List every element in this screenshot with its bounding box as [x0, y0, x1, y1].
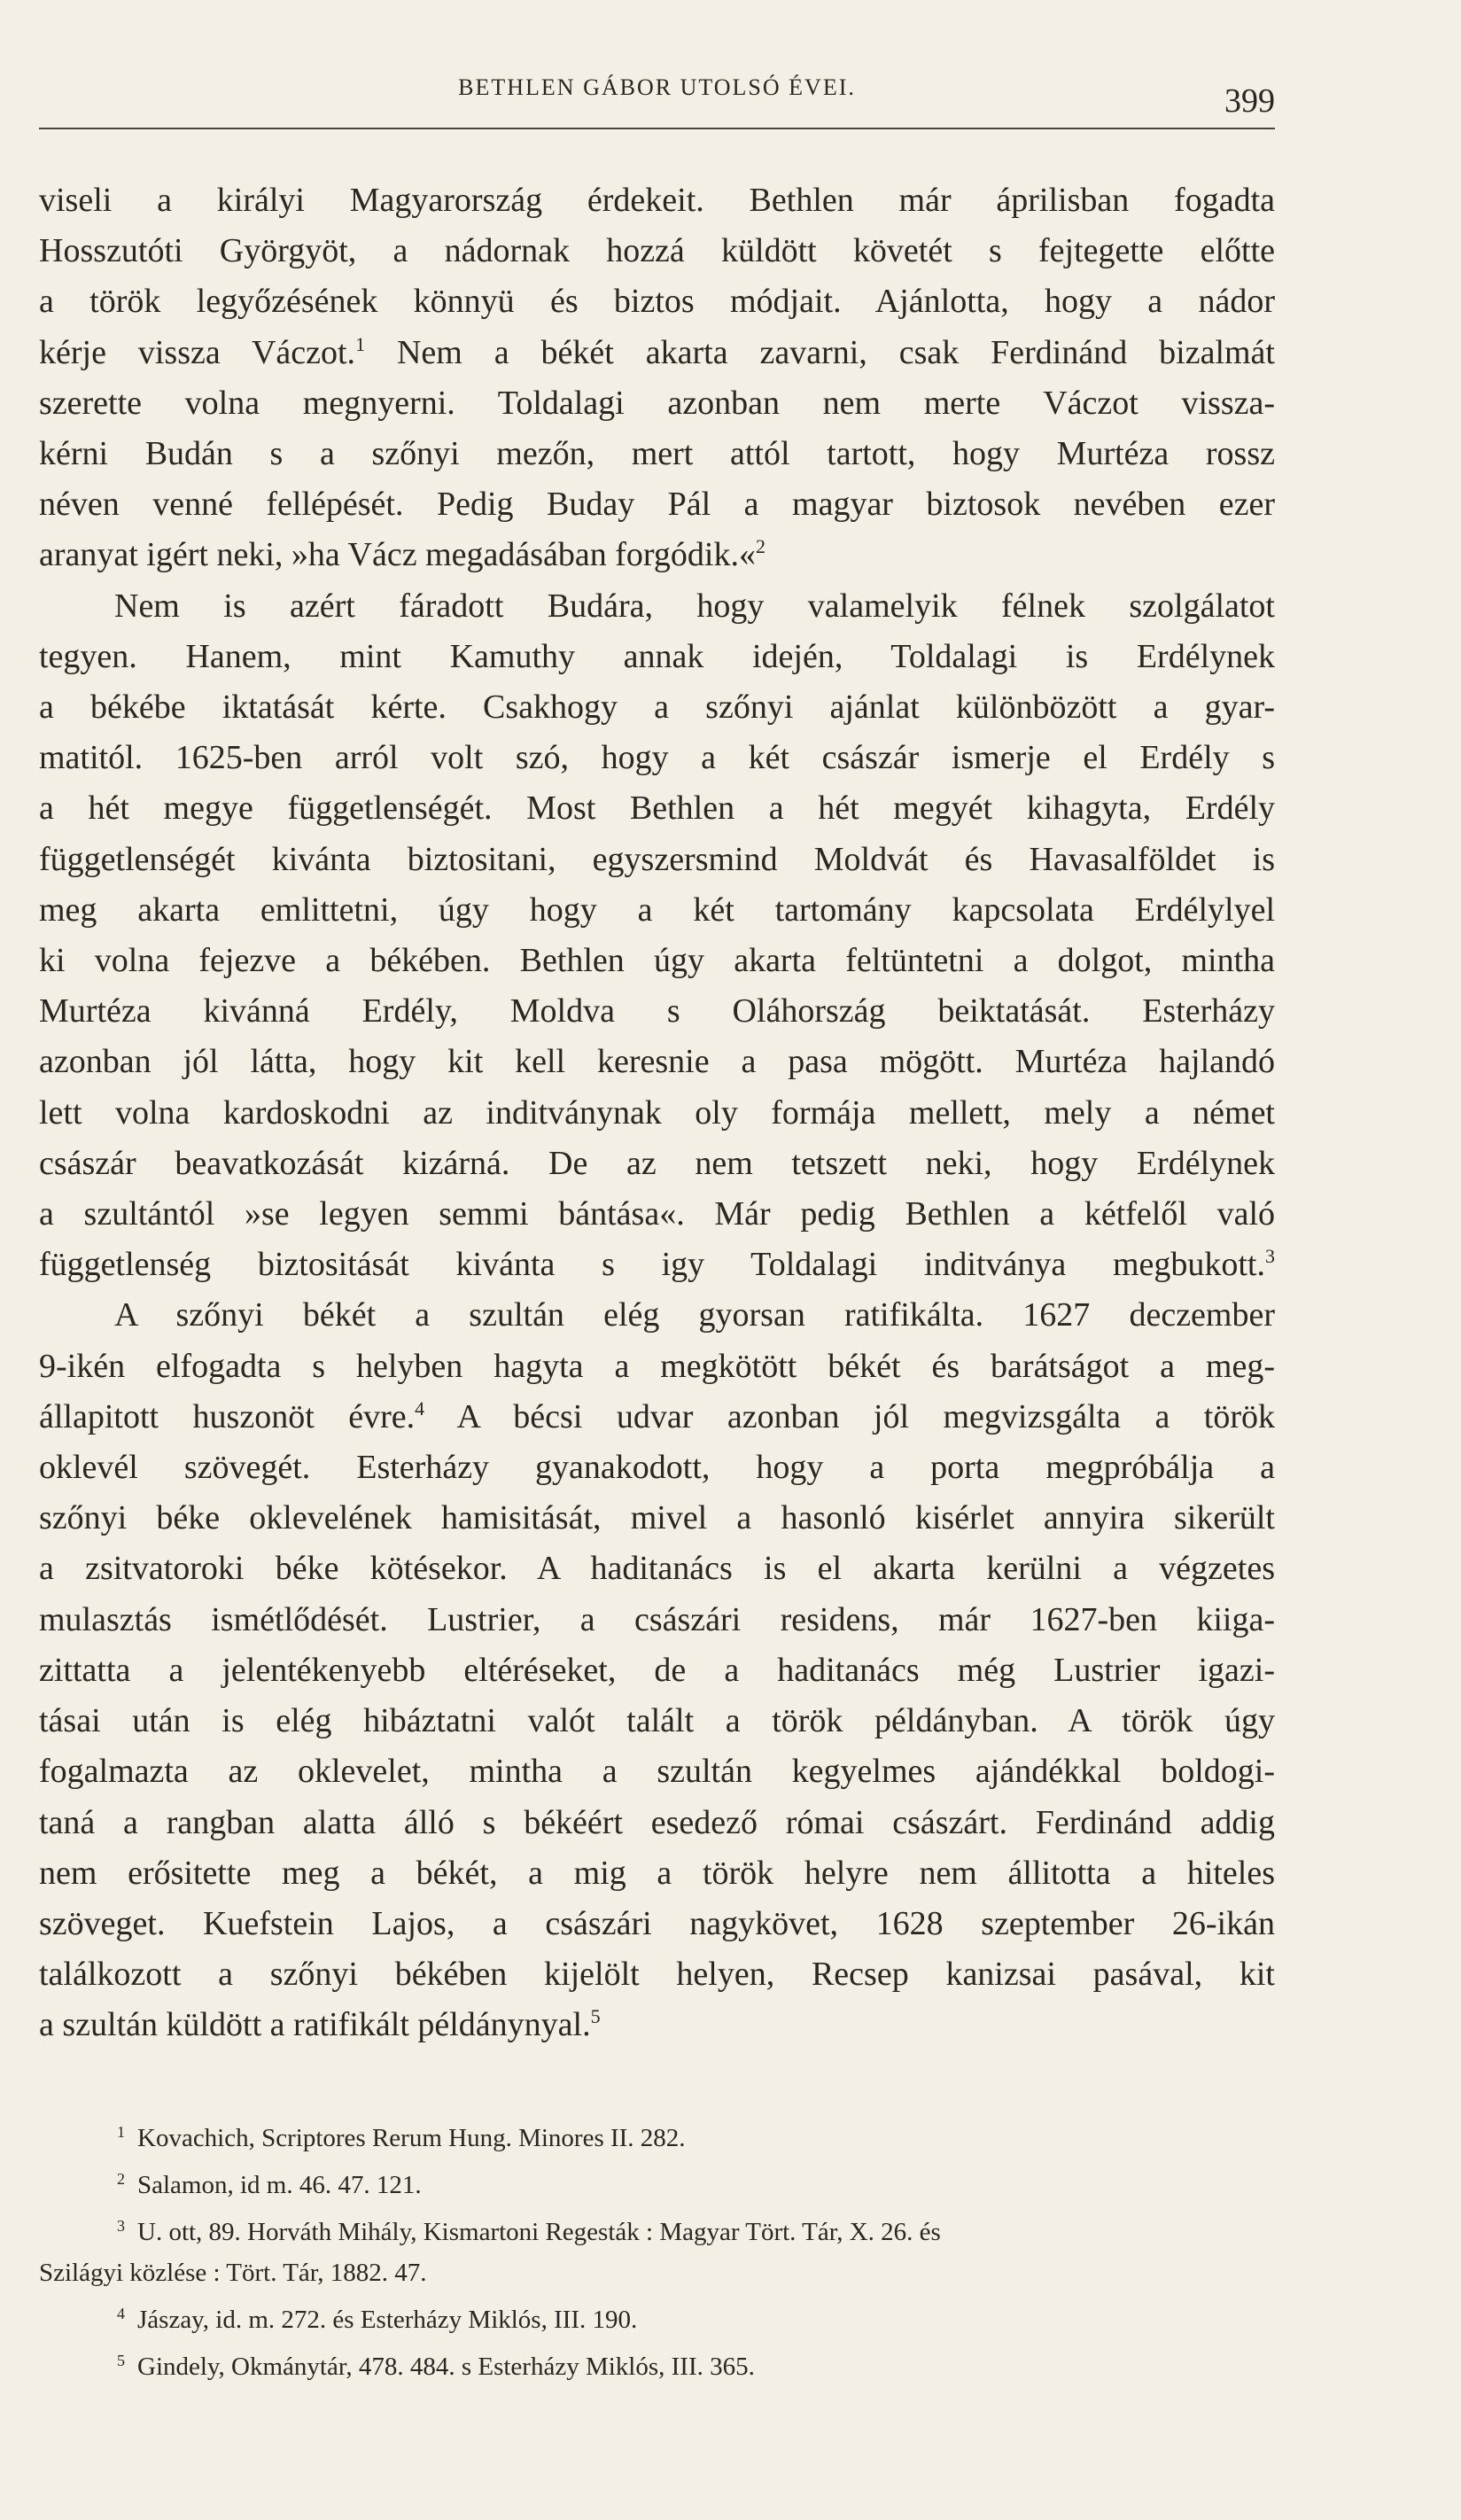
text-line [39, 328, 1275, 378]
footnote-mark: 1 [117, 2122, 125, 2141]
text-line: zittatta a jelentékenyebb eltéréseket, de a haditanács még Lustrier igazi- [39, 1651, 1275, 1689]
text-line: azonban jól látta, hogy kit kell keresnie a pasa mögött. Murtéza hajlandó [39, 1043, 1275, 1081]
footnote-mark: 5 [117, 2351, 125, 2369]
text-line: a török legyőzésének könnyü és biztos módjait. Ajánlotta, hogy a nádor [39, 283, 1275, 321]
paragraph-2 [39, 581, 1275, 1291]
running-head: BETHLEN GÁBOR UTOLSÓ ÉVEI. [458, 74, 856, 100]
text-line [39, 1240, 1275, 1290]
footnote-ref-1[interactable]: 1 [355, 332, 366, 355]
text-line: néven venné fellépését. Pedig Buday Pál a magyar biztosok nevében ezer [39, 486, 1275, 524]
text-line: tegyen. Hanem, mint Kamuthy annak idején, Toldalagi is Erdélynek [39, 637, 1275, 675]
book-page [39, 62, 1275, 2387]
text-line: oklevél szövegét. Esterházy gyanakodott, hogy a porta megpróbálja a [39, 1449, 1275, 1487]
text-line: ki volna fejezve a békében. Bethlen úgy akarta feltüntetni a dolgot, mintha [39, 942, 1275, 980]
text-segment: A bécsi udvar azonban jól megvizsgálta a török [424, 1397, 1275, 1435]
text-line: Hosszutóti Györgyöt, a nádornak hozzá küldött követét s fejtegette előtte [39, 232, 1275, 270]
text-line: a szultántól »se legyen semmi bántása«. Már pedig Bethlen a kétfelől való [39, 1195, 1275, 1233]
text-segment: függetlenség biztositását kivánta s igy Toldalagi inditványa megbukott. [39, 1246, 1265, 1284]
text-line: matitól. 1625-ben arról volt szó, hogy a két császár ismerje el Erdély s [39, 739, 1275, 777]
text-segment: a szultán küldött a ratifikált példánynyal. [39, 2006, 591, 2044]
text-segment: Nem a békét akarta zavarni, csak Ferdinánd bizalmát [365, 333, 1275, 371]
text-line: taná a rangban alatta álló s békéért esedező római császárt. Ferdinánd addig [39, 1803, 1275, 1841]
text-segment: kérje vissza Váczot. [39, 333, 356, 371]
footnote-5 [39, 2340, 1275, 2387]
text-line: szerette volna megnyerni. Toldalagi azonban nem merte Váczot vissza- [39, 384, 1275, 422]
footnote-mark: 4 [117, 2304, 125, 2322]
footnote-text: U. ott, 89. Horváth Mihály, Kismartoni Regesták : Magyar Tört. Tár, X. 26. és [137, 2217, 941, 2246]
footnote-1 [39, 2112, 1275, 2158]
footnote-ref-5[interactable]: 5 [590, 2005, 601, 2028]
text-line: szőnyi béke oklevelének hamisitását, mivel a hasonló kisérlet annyira sikerült [39, 1499, 1275, 1537]
text-line: meg akarta emlittetni, úgy hogy a két tartomány kapcsolata Erdélylyel [39, 891, 1275, 929]
footnote-3-continuation: Szilágyi közlése : Tört. Tár, 1882. 47. [39, 2258, 427, 2287]
text-line: Nem is azért fáradott Budára, hogy valamelyik félnek szolgálatot [114, 587, 1275, 625]
footnote-4 [39, 2293, 1275, 2340]
footnote-text: Kovachich, Scriptores Rerum Hung. Minores II. 282. [137, 2123, 686, 2152]
text-line: A szőnyi békét a szultán elég gyorsan ratifikálta. 1627 deczember [114, 1296, 1275, 1334]
footnote-text: Gindely, Okmánytár, 478. 484. s Esterházy Miklós, III. 365. [137, 2352, 755, 2381]
footnote-text: Jászay, id. m. 272. és Esterházy Miklós, III. 190. [137, 2305, 638, 2334]
text-line [39, 530, 1275, 580]
footnote-mark: 2 [117, 2169, 125, 2188]
text-line: viseli a királyi Magyarország érdekeit. Bethlen már áprilisban fogadta [39, 182, 1275, 219]
text-line: találkozott a szőnyi békében kijelölt helyen, Recsep kanizsai pasával, kit [39, 1956, 1275, 1994]
page-number: 399 [1224, 82, 1275, 120]
text-segment: állapitott huszonöt évre. [39, 1397, 416, 1435]
footnotes [39, 2112, 1275, 2387]
body-text [39, 175, 1275, 2051]
footnote-3 [39, 2205, 1275, 2252]
footnote-mark: 3 [117, 2216, 125, 2235]
text-line: császár beavatkozását kizárná. De az nem tetszett neki, hogy Erdélynek [39, 1144, 1275, 1182]
footnote-text: Salamon, id m. 46. 47. 121. [137, 2170, 422, 2199]
text-line: a békébe iktatását kérte. Csakhogy a szőnyi ajánlat különbözött a gyar- [39, 688, 1275, 727]
text-line: fogalmazta az oklevelet, mintha a szultán kegyelmes ajándékkal boldogi- [39, 1753, 1275, 1791]
text-segment: aranyat igért neki, »ha Vácz megadásában forgódik.« [39, 536, 756, 574]
text-line: a hét megye függetlenségét. Most Bethlen a hét megyét kihagyta, Erdély [39, 789, 1275, 828]
footnote-ref-2[interactable]: 2 [755, 535, 765, 558]
footnote-2 [39, 2158, 1275, 2205]
text-line: tásai után is elég hibáztatni valót talált a török példányban. A török úgy [39, 1702, 1275, 1740]
paragraph-3 [39, 1290, 1275, 2050]
page-header [39, 62, 1275, 129]
footnote-ref-3[interactable]: 3 [1265, 1245, 1275, 1268]
text-line: mulasztás ismétlődését. Lustrier, a császári residens, már 1627-ben kiiga- [39, 1600, 1275, 1638]
text-line: lett volna kardoskodni az inditványnak oly formája mellett, mely a német [39, 1093, 1275, 1132]
paragraph-1 [39, 175, 1275, 581]
footnote-ref-4[interactable]: 4 [415, 1396, 425, 1419]
text-line: Murtéza kivánná Erdély, Moldva s Oláhország beiktatását. Esterházy [39, 992, 1275, 1031]
text-line [39, 1392, 1275, 1443]
text-line: kérni Budán s a szőnyi mezőn, mert attól tartott, hogy Murtéza rossz [39, 435, 1275, 473]
text-line: függetlenségét kivánta biztositani, egyszersmind Moldvát és Havasalföldet is [39, 840, 1275, 878]
text-line [39, 2000, 1275, 2050]
text-line: szöveget. Kuefstein Lajos, a császári nagykövet, 1628 szeptember 26-ikán [39, 1904, 1275, 1942]
text-line: a zsitvatoroki béke kötésekor. A haditanács is el akarta kerülni a végzetes [39, 1550, 1275, 1588]
text-line: 9-ikén elfogadta s helyben hagyta a megkötött békét és barátságot a meg- [39, 1347, 1275, 1385]
text-line: nem erősitette meg a békét, a mig a török helyre nem állitotta a hiteles [39, 1854, 1275, 1892]
